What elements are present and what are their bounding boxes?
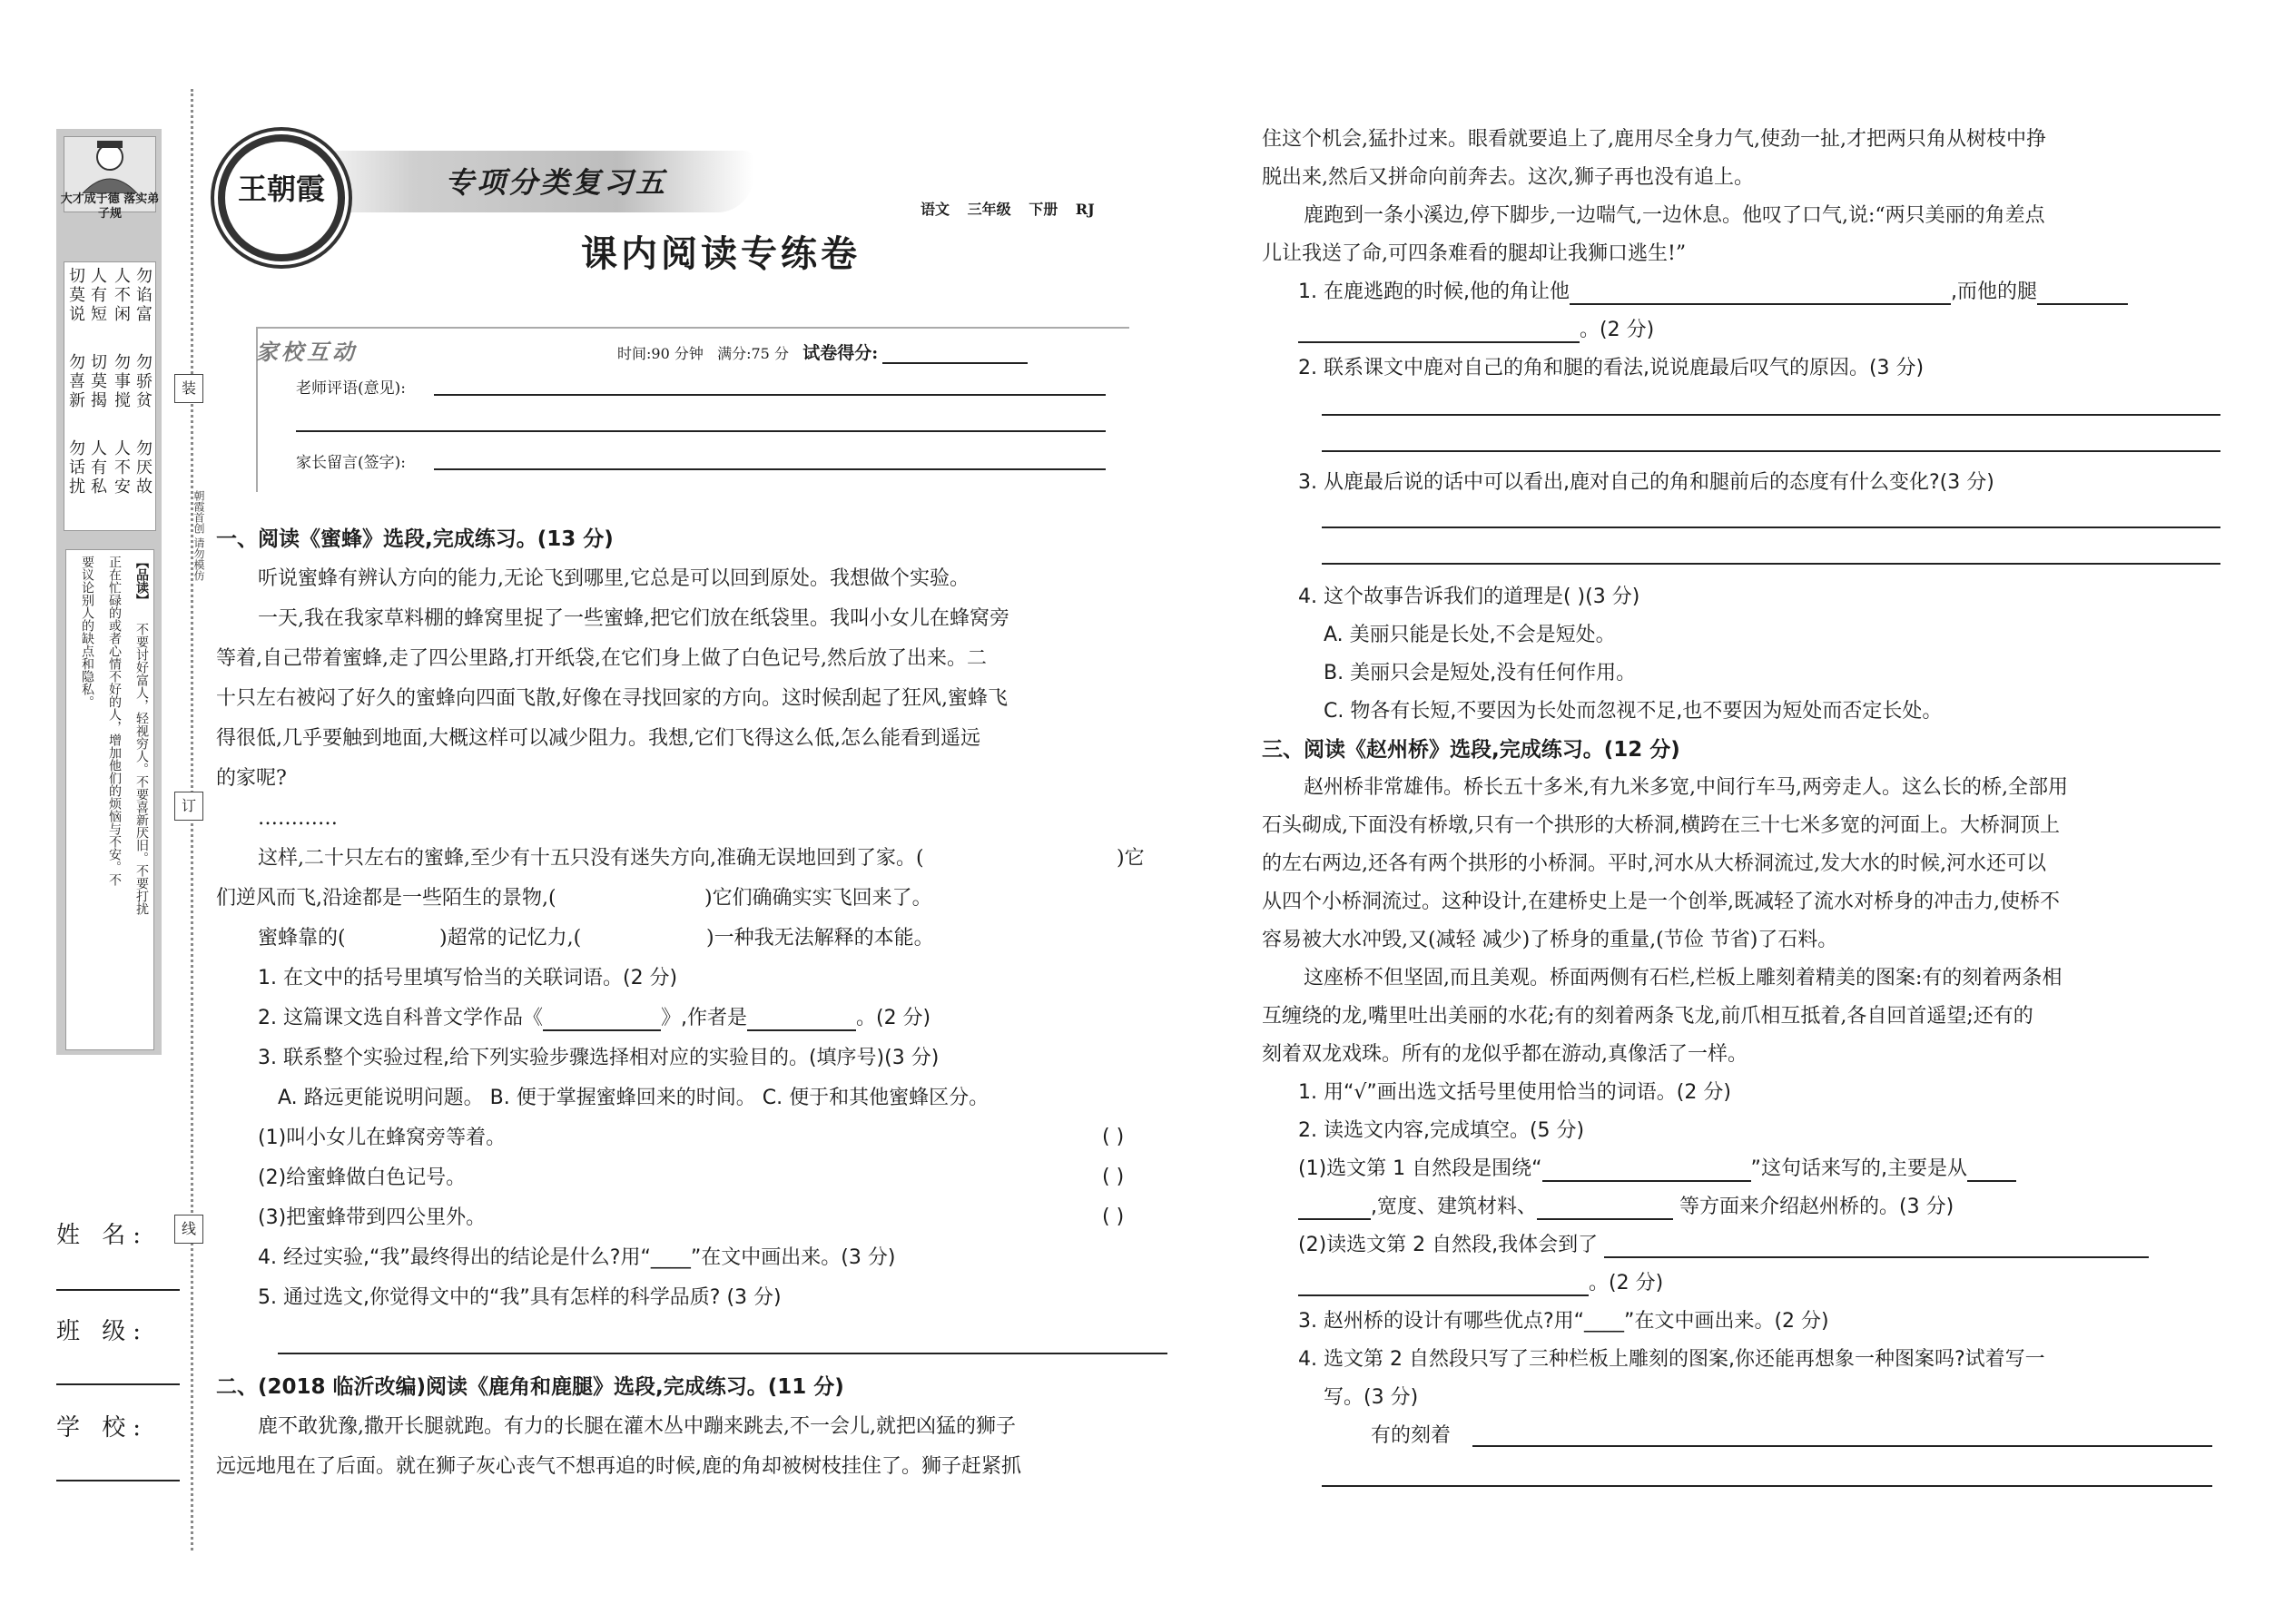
passage-text: 这座桥不但坚固,而且美观。桥面两侧有石栏,栏板上雕刻着精美的图案:有的刻着两条相: [1304, 967, 2063, 989]
scholar-icon: [64, 137, 155, 193]
bridge-question-2-1-cont: [1298, 1195, 1954, 1220]
pindu-text: 正在忙碌的或者心情不好的人，增加他们的烦恼与不安。不: [107, 556, 122, 886]
answer-box[interactable]: ( ): [1102, 1166, 1125, 1188]
author-field[interactable]: [747, 1029, 856, 1031]
book-title-field[interactable]: [543, 1029, 661, 1031]
motto-column: 勿喜新: [66, 353, 85, 410]
bridge-question-text: (2)读选文第 2 自然段,我体会到了: [1298, 1234, 1599, 1256]
passage-text: )它: [1117, 847, 1145, 870]
bridge-question-text: ”这句话来写的,主要是从: [1750, 1157, 1967, 1180]
brand-logo: 王朝霞: [218, 134, 345, 261]
teacher-comment-field-line2[interactable]: [296, 430, 1106, 432]
motto-column: 人有短: [88, 267, 107, 324]
deer-question-4: 4. 这个故事告诉我们的道理是( )(3 分): [1298, 586, 1640, 608]
answer-line[interactable]: [278, 1353, 1167, 1354]
passage-text: 十只左右被闷了好久的蜜蜂向四面飞散,好像在寻找回家的方向。这时候刮起了狂风,蜜蜂飞: [216, 687, 1008, 710]
motto-column: 勿厌故: [133, 439, 153, 497]
question-3-item: (2)给蜜蜂做白色记号。: [258, 1166, 467, 1189]
bridge-question-text: ,宽度、建筑材料、: [1371, 1196, 1537, 1218]
passage-text: 住这个机会,猛扑过来。眼看就要追上了,鹿用尽全身力气,使劲一扯,才把两只角从树枝中挣: [1262, 128, 2046, 151]
passage-text: 们逆风而飞,沿途都是一些陌生的景物,(: [216, 887, 556, 910]
motto-column: 勿骄贫: [133, 353, 153, 410]
leg-answer-field[interactable]: [2037, 303, 2128, 305]
motto-column: 勿谄富: [133, 267, 153, 324]
question-1: 1. 在文中的括号里填写恰当的关联词语。(2 分): [258, 967, 678, 989]
bridge-question-3: 3. 赵州桥的设计有哪些优点?用“____”在文中画出来。(2 分): [1298, 1310, 1829, 1333]
grade-label: 三年级: [967, 201, 1011, 218]
passage-text: )超常的记忆力,(: [439, 927, 582, 950]
school-label: 学 校:: [56, 1414, 149, 1442]
deer-question-1: [1298, 280, 2128, 305]
feeling-field-2[interactable]: [1298, 1294, 1589, 1296]
section-1-title: 一、阅读《蜜蜂》选段,完成练习。(13 分): [216, 527, 614, 551]
score-label: 试卷得分:: [802, 343, 879, 363]
passage-text: 等着,自己带着蜜蜂,走了四公里路,打开纸袋,在它们身上做了白色记号,然后放了出来。二: [216, 647, 987, 670]
bridge-question-4: 4. 选文第 2 自然段只写了三种栏板上雕刻的图案,你还能再想象一种图案吗?试着写一: [1298, 1348, 2045, 1371]
bridge-question-text: 。(2 分): [1589, 1272, 1664, 1294]
pattern-answer-line[interactable]: [1472, 1445, 2212, 1447]
full-score: 满分:75 分: [717, 345, 789, 362]
copyright-note: 朝霞首创 请勿模仿: [192, 490, 205, 581]
time-limit: 时间:90 分钟: [617, 345, 704, 362]
class-field[interactable]: [56, 1383, 180, 1385]
deer-question-1-text: 1. 在鹿逃跑的时候,他的角让他: [1298, 281, 1570, 303]
answer-line[interactable]: [1322, 414, 2220, 416]
topic-sentence-field[interactable]: [1542, 1180, 1751, 1182]
bridge-question-2-2: [1298, 1233, 2149, 1258]
motto-column: 勿话扰: [66, 439, 85, 497]
pindu-text: 不要讨好富人，轻视穷人。不要喜新厌旧。不要打扰: [134, 623, 149, 915]
deer-question-2: 2. 联系课文中鹿对自己的角和腿的看法,说说鹿最后叹气的原因。(3 分): [1298, 357, 1925, 379]
pattern-prompt: 有的刻着: [1371, 1424, 1452, 1447]
motto-column: 勿事搅: [112, 353, 131, 410]
teacher-comment-field[interactable]: [434, 394, 1106, 396]
deer-question-1-text: ,而他的腿: [1950, 281, 2037, 303]
exam-info: [617, 340, 1028, 364]
passage-text: )一种我无法解释的本能。: [706, 927, 934, 950]
answer-line[interactable]: [1322, 527, 2220, 528]
motto-column: 人不安: [112, 439, 131, 497]
motto-column: 切莫说: [66, 267, 85, 324]
passage-text: 刻着双龙戏珠。所有的龙似乎都在游动,真像活了一样。: [1262, 1043, 1748, 1066]
pindu-box: [65, 549, 154, 1050]
question-3-item: (3)把蜜蜂带到四公里外。: [258, 1206, 487, 1229]
aspect-field[interactable]: [1967, 1180, 2016, 1182]
binding-tag: 装: [174, 374, 203, 403]
antler-answer-field[interactable]: [1570, 303, 1951, 305]
section-3-title: 三、阅读《赵州桥》选段,完成练习。(12 分): [1262, 738, 1680, 762]
passage-text: 鹿不敢犹豫,撒开长腿就跑。有力的长腿在灌木丛中蹦来跳去,不一会儿,就把凶猛的狮子: [258, 1415, 1016, 1438]
passage-text: 石头砌成,下面没有桥墩,只有一个拱形的大桥洞,横跨在三十七米多宽的河面上。大桥洞顶上: [1262, 814, 2060, 837]
edition-label: RJ: [1075, 201, 1095, 218]
leg-answer-field-2[interactable]: [1298, 341, 1580, 343]
choice-c[interactable]: C. 物各有长短,不要因为长处而忽视不足,也不要因为短处而否定长处。: [1324, 700, 1943, 723]
bridge-question-1: 1. 用“√”画出选文括号里使用恰当的词语。(2 分): [1298, 1081, 1731, 1104]
passage-text: 鹿跑到一条小溪边,停下脚步,一边喘气,一边休息。他叹了口气,说:“两只美丽的角差点: [1304, 204, 2045, 227]
pattern-answer-line-2[interactable]: [1322, 1485, 2212, 1487]
binding-tag: 线: [174, 1215, 203, 1244]
question-2-text: 》,作者是: [660, 1007, 747, 1029]
passage-text: 的家呢?: [216, 767, 287, 790]
passage-text: )它们确确实实飞回来了。: [704, 887, 932, 910]
passage-text: 从四个小桥洞流过。这种设计,在建桥史上是一个创举,既减轻了流水对桥身的冲击力,使桥不: [1262, 891, 2060, 913]
question-2-text: 。(2 分): [855, 1007, 931, 1029]
home-school-badge: 家校互动: [256, 339, 358, 365]
question-2-text: 2. 这篇课文选自科普文学作品《: [258, 1007, 543, 1029]
bridge-question-2-2-cont: [1298, 1271, 1663, 1296]
score-field[interactable]: [882, 362, 1028, 364]
bridge-question-text: (1)选文第 1 自然段是围绕“: [1298, 1157, 1542, 1180]
passage-text: 得很低,几乎要触到地面,大概这样可以减少阻力。我想,它们飞得这么低,怎么能看到遥远: [216, 727, 980, 750]
passage-text: 脱出来,然后又拼命向前奔去。这次,狮子再也没有追上。: [1262, 166, 1754, 189]
bridge-question-text: 等方面来介绍赵州桥的。(3 分): [1679, 1196, 1954, 1218]
class-label: 班 级:: [56, 1318, 149, 1345]
teacher-comment-label: 老师评语(意见):: [296, 379, 406, 398]
answer-box[interactable]: ( ): [1102, 1206, 1125, 1228]
feeling-field[interactable]: [1604, 1256, 2149, 1258]
passage-text: 远远地甩在了后面。就在狮子灰心丧气不想再追的时候,鹿的角却被树枝挂住了。狮子赶紧抓: [216, 1455, 1021, 1478]
name-field[interactable]: [56, 1289, 180, 1291]
question-3: 3. 联系整个实验过程,给下列实验步骤选择相对应的实验目的。(填序号)(3 分): [258, 1047, 940, 1069]
motto-box: [64, 261, 156, 531]
passage-text: 这样,二十只左右的蜜蜂,至少有十五只没有迷失方向,准确无误地回到了家。(: [258, 847, 924, 870]
aspect-field-3[interactable]: [1537, 1218, 1673, 1220]
series-title: 专项分类复习五: [445, 165, 668, 200]
passage-text: 赵州桥非常雄伟。桥长五十多米,有九米多宽,中间行车马,两旁走人。这么长的桥,全部用: [1304, 776, 2068, 799]
parent-comment-field[interactable]: [434, 468, 1106, 470]
passage-text: 一天,我在我家草料棚的蜂窝里捉了一些蜜蜂,把它们放在纸袋里。我叫小女儿在蜂窝旁: [258, 607, 1009, 630]
parent-comment-label: 家长留言(签字):: [296, 454, 406, 472]
pindu-text: 要议论别人的缺点和隐私。: [80, 556, 94, 708]
deer-question-3: 3. 从鹿最后说的话中可以看出,鹿对自己的角和腿前后的态度有什么变化?(3 分): [1298, 471, 1994, 494]
answer-line[interactable]: [1322, 563, 2220, 565]
answer-line[interactable]: [1322, 450, 2220, 452]
subject-label: 语文: [921, 201, 950, 218]
passage-text: 儿让我送了命,可四条难看的腿却让我狮口逃生!”: [1262, 242, 1687, 265]
aspect-field-2[interactable]: [1298, 1218, 1371, 1220]
deer-question-1-text: 。(2 分): [1580, 319, 1655, 341]
answer-box[interactable]: ( ): [1102, 1126, 1125, 1148]
bridge-question-2-1: [1298, 1156, 2016, 1182]
motto-column: 人有私: [88, 439, 107, 497]
motto-column: 人不闲: [112, 267, 131, 324]
motto-header: 大才成于德 落实弟子规: [60, 192, 160, 221]
binding-tag: 订: [174, 792, 203, 821]
passage-text: 听说蜜蜂有辨认方向的能力,无论飞到哪里,它总是可以回到原处。我想做个实验。: [258, 567, 970, 590]
passage-text: 的左右两边,还各有两个拱形的小桥洞。平时,河水从大桥洞流过,发大水的时候,河水还可以: [1262, 852, 2046, 875]
passage-text: 互缠绕的龙,嘴里吐出美丽的水花;有的刻着两条飞龙,前爪相互抵着,各自回首遥望;还有的: [1262, 1005, 2033, 1028]
pindu-label: 【品读】: [134, 556, 149, 606]
school-field[interactable]: [56, 1480, 180, 1481]
bridge-question-2: 2. 读选文内容,完成填空。(5 分): [1298, 1119, 1585, 1142]
volume-label: 下册: [1029, 201, 1058, 218]
name-label: 姓 名:: [56, 1222, 149, 1249]
ellipsis: …………: [258, 807, 338, 830]
deer-question-1-end: [1298, 318, 1654, 343]
question-2: [258, 1006, 930, 1031]
passage-text: 容易被大水冲毁,又(减轻 减少)了桥身的重量,(节俭 节省)了石料。: [1262, 929, 1838, 951]
question-5: 5. 通过选文,你觉得文中的“我”具有怎样的科学品质? (3 分): [258, 1286, 782, 1309]
choice-b[interactable]: B. 美丽只会是短处,没有任何作用。: [1324, 662, 1637, 684]
passage-text: 蜜蜂靠的(: [258, 927, 346, 950]
page-title: 课内阅读专练卷: [581, 232, 861, 275]
choice-a[interactable]: A. 美丽只能是长处,不会是短处。: [1324, 624, 1616, 646]
question-4: 4. 经过实验,“我”最终得出的结论是什么?用“____”在文中画出来。(3 分): [258, 1246, 896, 1269]
question-3-item: (1)叫小女儿在蜂窝旁等着。: [258, 1127, 507, 1149]
section-2-title: 二、(2018 临沂改编)阅读《鹿角和鹿腿》选段,完成练习。(11 分): [216, 1375, 844, 1399]
paper-meta: [908, 198, 1095, 219]
question-3-options: A. 路远更能说明问题。 B. 便于掌握蜜蜂回来的时间。 C. 便于和其他蜜蜂区分。: [278, 1087, 989, 1109]
bridge-question-4-cont: 写。(3 分): [1324, 1386, 1419, 1409]
motto-column: 切莫揭: [88, 353, 107, 410]
